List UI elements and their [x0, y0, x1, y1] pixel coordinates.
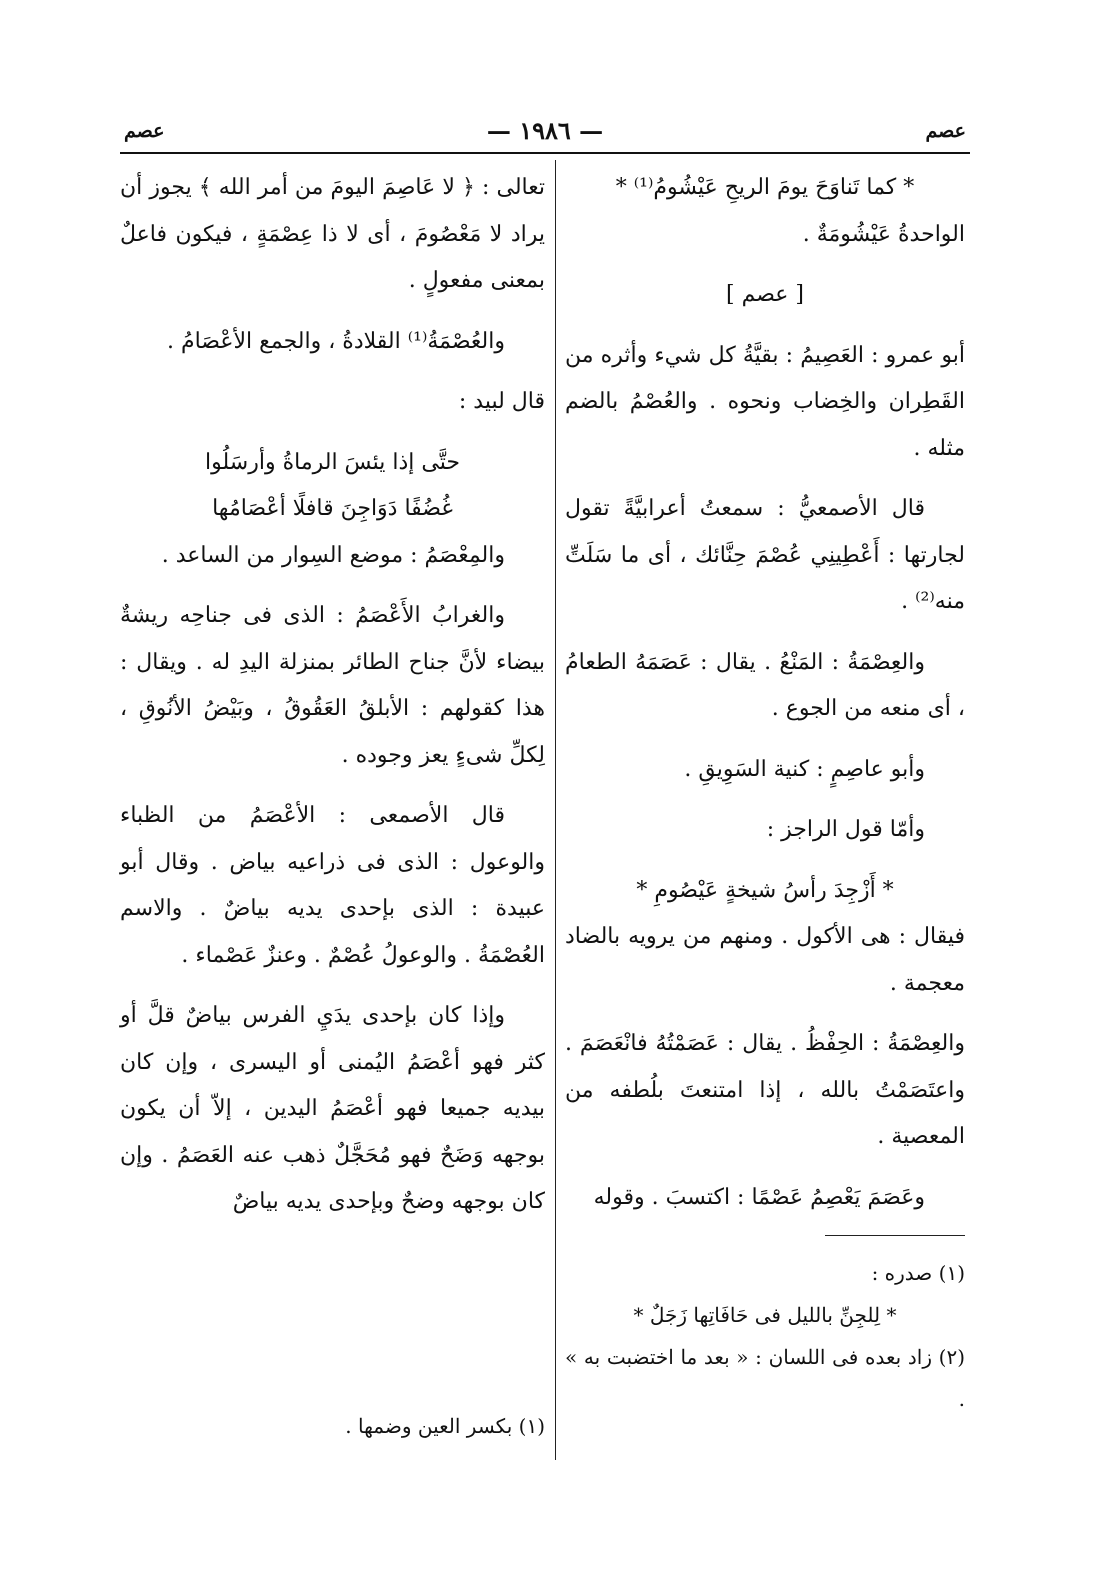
footnote-1: (١) صدره : — [871, 1261, 965, 1285]
verse-line: * كما تَناوَحَ يومَ الريحِ عَيْشُومُ⁽¹⁾ * — [615, 175, 915, 200]
left-footnote: (١) بكسر العين وضمها . — [345, 1414, 545, 1438]
footnote-2: (٢) زاد بعده فى اللسان : « بعد ما اختضبت به » . — [565, 1345, 965, 1411]
paragraph: والعُصْمَةُ⁽¹⁾ القلادةُ ، والجمع الأعْصَامُ . — [166, 328, 505, 354]
header-rule — [120, 152, 970, 154]
page-header — [120, 112, 970, 152]
paragraph: أبو عمرو : العَصِيمُ : بقيَّةُ كل شيء وأثره من القَطِران والخِضاب ونحوه . والعُصْمُ بالضم مثله . — [565, 342, 965, 461]
footnote-1-verse: * لِلجِنِّ بالليل فى حَافَاتِها زَجَلٌ * — [633, 1303, 897, 1327]
paragraph: وعَصَمَ يَعْصِمُ عَصْمًا : اكتسبَ . وقوله — [593, 1184, 925, 1210]
verse-line: حتَّى إذا يئسَ الرماةُ وأرسَلُوا — [205, 449, 460, 475]
verse-line: غُضُفًا دَوَاجِنَ قافلًا أعْصَامُها — [212, 496, 453, 521]
left-running-headword: عصم — [124, 120, 165, 142]
paragraph: وإذا كان بإحدى يدَيِ الفرس بياضٌ قلَّ أو كثر فهو أعْصَمُ اليُمنى أو اليسرى ، وإن كان بيديه جميعا فهو أعْصَمُ اليدين ، إلاّ أن يكون بوجهه وَضَحٌ فهو مُحَجَّلٌ ذهب عنه العَصَمُ . وإن كان بوجهه وضحٌ وبإحدى يديه بياضٌ — [120, 1003, 545, 1214]
paragraph: تعالى : ﴿ لا عَاصِمَ اليومَ من أمر الله ﴾ يجوز أن يراد لا مَعْصُومَ ، أى لا ذا عِصْمَةٍ ، فيكون فاعلٌ بمعنى مفعولٍ . — [120, 175, 545, 293]
right-running-headword: عصم — [925, 120, 966, 142]
paragraph: قال الأصمعى : الأعْصَمُ من الظباء والوعول : الذى فى ذراعيه بياض . وقال أبو عبيدة : الذى بإحدى يديه بياضٌ . والاسم العُصْمَةُ . والوعولُ عُصْمٌ . وعنزٌ عَصْماء . — [120, 803, 545, 968]
paragraph: والغرابُ الأَعْصَمُ : الذى فى جناحِه ريشةٌ بيضاء لأنَّ جناح الطائر بمنزلة اليدِ له . ويقال : هذا كقولهم : الأبلقُ العَقُوقُ ، وبَيْضُ الأنُوقِ ، لِكلِّ شىءٍ يعز وجوده . — [120, 603, 545, 768]
paragraph: قال الأصمعيُّ : سمعتُ أعرابيَّةً تقول لجارتها : أَعْطِينِي عُصْمَ حِنَّائك ، أى ما سَلَتِّ منه⁽²⁾ . — [565, 496, 965, 614]
left-column — [120, 165, 545, 1240]
paragraph: قال لبيد : — [458, 389, 545, 414]
paragraph: وأبو عاصِمٍ : كنية السَوِيقِ . — [684, 756, 925, 782]
paragraph: والعِصْمَةُ : المَنْعُ . يقال : عَصَمَهُ الطعامُ ، أى منعه من الجوع . — [565, 649, 965, 721]
entry-heading: [ عصم ] — [726, 282, 804, 307]
paragraph: فيقال : هى الأكول . ومنهم من يرويه بالضاد معجمة . — [565, 924, 965, 996]
footnote-rule — [825, 1235, 965, 1236]
right-column — [565, 165, 965, 1420]
paragraph: وأمّا قول الراجز : — [766, 817, 925, 842]
paragraph: الواحدةُ عَيْشُومَةٌ . — [802, 221, 965, 247]
paragraph: والعِصْمَةُ : الحِفْظُ . يقال : عَصَمْتُهُ فانْعَصَمَ . واعتَصَمْتُ بالله ، إذا امتنعتَ بلُطفه من المعصية . — [565, 1031, 965, 1149]
paragraph: والمِعْصَمُ : موضع السِوار من الساعد . — [161, 542, 505, 568]
verse-line: * أَزْجِدَ رأسُ شيخةٍ عَيْصُومِ * — [636, 877, 894, 903]
page-number: — ١٩٨٦ — — [486, 116, 604, 145]
column-divider — [555, 160, 556, 1460]
